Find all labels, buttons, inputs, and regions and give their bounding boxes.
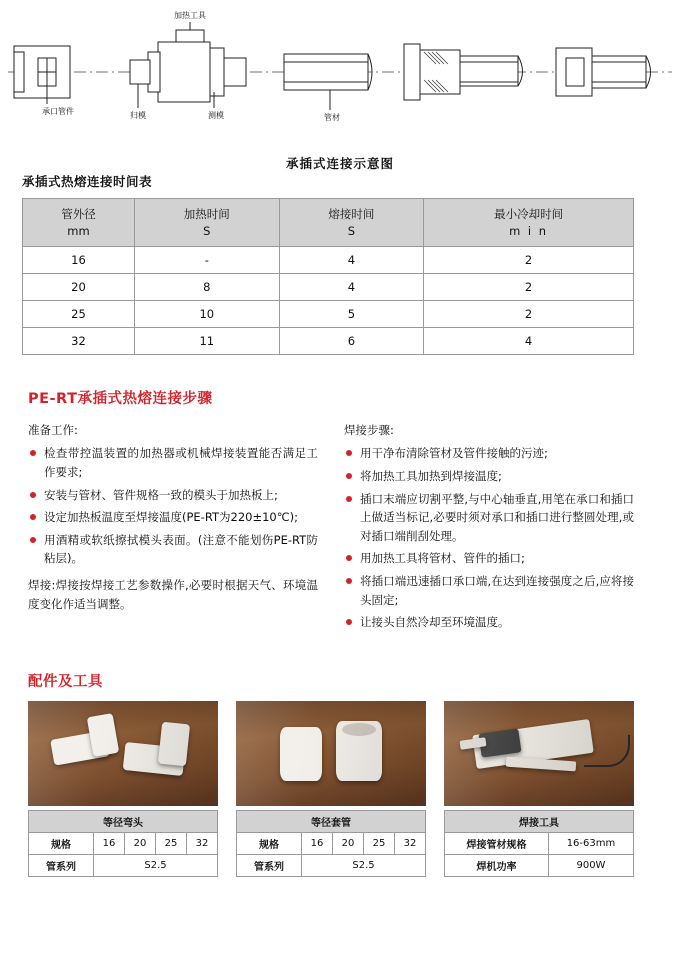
accessories-title: 配件及工具: [28, 673, 103, 690]
cell: 20: [124, 832, 155, 854]
cell: 32: [186, 832, 217, 854]
coupling-spec-table: [236, 810, 426, 877]
label-male-die: 测模: [208, 111, 224, 120]
cell-heating: 11: [134, 328, 279, 355]
table-header-row: [237, 810, 426, 832]
steps-title: PE-RT承插式热熔连接步骤: [28, 391, 213, 408]
cell-heating: 8: [134, 274, 279, 301]
welding-tool-photo: [444, 701, 634, 806]
accessory-card: [236, 701, 426, 877]
th-heating-time: [134, 199, 279, 247]
list-item: 设定加热板温度至焊接温度(PE-RT为220±10℃);: [28, 508, 318, 527]
row-label: 规格: [29, 832, 94, 854]
list-item: 用加热工具将管材、管件的插口;: [344, 549, 634, 568]
cell: 900W: [548, 854, 633, 876]
welding-note: [28, 576, 318, 613]
th-line2: mm: [67, 223, 90, 238]
accessories-row: [28, 701, 680, 877]
table-header-row: [445, 810, 634, 832]
list-item: 插口末端应切割平整,与中心轴垂直,用笔在承口和插口上做适当标记,必要时须对承口和插口进行整圆处理,或对插口端削刮处理。: [344, 490, 634, 546]
list-item: 安装与管材、管件规格一致的模头于加热板上;: [28, 486, 318, 505]
table-row: [23, 301, 634, 328]
welding-note-text: 焊接按焊接工艺参数操作,必要时根据天气、环境温度变化作适当调整。: [28, 578, 319, 611]
diagram-svg: [0, 0, 680, 150]
list-item: 让接头自然冷却至环境温度。: [344, 613, 634, 632]
label-female-die: 归模: [130, 111, 146, 120]
cell-welding: 6: [279, 328, 424, 355]
cell-welding: 4: [279, 247, 424, 274]
row-label: 规格: [237, 832, 302, 854]
cell: 25: [155, 832, 186, 854]
prep-heading: 准备工作:: [28, 423, 78, 438]
table-row: [23, 247, 634, 274]
photo-glare: [236, 701, 426, 806]
cell: 16-63mm: [548, 832, 633, 854]
weld-time-table: [22, 198, 634, 355]
cell: S2.5: [302, 854, 426, 876]
label-heater-tool: 加热工具: [174, 11, 206, 20]
cell-heating: -: [134, 247, 279, 274]
row-label: 管系列: [237, 854, 302, 876]
table-row: [29, 854, 218, 876]
list-item: 用酒精或软纸擦拭模头表面。(注意不能划伤PE-RT防粘层)。: [28, 531, 318, 568]
cell-cooling: 2: [424, 274, 634, 301]
steps-left-column: [28, 422, 318, 640]
th-line1: 熔接时间: [328, 207, 375, 221]
photo-glare: [28, 701, 218, 806]
list-item: 将加热工具加热到焊接温度;: [344, 467, 634, 486]
cell: 16: [94, 832, 125, 854]
card-title: 等径弯头: [29, 810, 218, 832]
equal-elbow-photo: [28, 701, 218, 806]
th-welding-time: [279, 199, 424, 247]
table-header-row: [29, 810, 218, 832]
welding-note-label: 焊接:: [28, 578, 56, 593]
list-item: 用干净布清除管材及管件接触的污迹;: [344, 444, 634, 463]
cell-welding: 4: [279, 274, 424, 301]
cell: 16: [302, 832, 333, 854]
steps-right-column: [344, 422, 634, 640]
table-row: [29, 832, 218, 854]
weld-steps-list: [344, 444, 634, 632]
th-line2: S: [203, 223, 211, 238]
label-pipe: 管材: [324, 113, 340, 122]
table-row: [237, 854, 426, 876]
socket-connection-diagram: [0, 0, 680, 171]
cell-heating: 10: [134, 301, 279, 328]
table-header-row: [23, 199, 634, 247]
th-line2: S: [347, 223, 356, 238]
table-row: [237, 832, 426, 854]
weld-steps-heading: 焊接步骤:: [344, 423, 394, 438]
cell: S2.5: [94, 854, 218, 876]
cell-diameter: 20: [23, 274, 135, 301]
card-title: 焊接工具: [445, 810, 634, 832]
row-label: 焊接管材规格: [445, 832, 549, 854]
accessory-card: [444, 701, 634, 877]
accessory-card: [28, 701, 218, 877]
cell-diameter: 25: [23, 301, 135, 328]
table-row: [445, 854, 634, 876]
label-socket-fitting: 承口管件: [42, 107, 74, 116]
row-label: 焊机功率: [445, 854, 549, 876]
cell-welding: 5: [279, 301, 424, 328]
list-item: 检查带控温装置的加热器或机械焊接装置能否满足工作要求;: [28, 444, 318, 481]
welding-tool-spec-table: [444, 810, 634, 877]
card-title: 等径套管: [237, 810, 426, 832]
th-min-cooling-time: [424, 199, 634, 247]
equal-coupling-photo: [236, 701, 426, 806]
th-line1: 管外径: [61, 207, 96, 221]
elbow-spec-table: [28, 810, 218, 877]
th-line2: m i n: [509, 223, 549, 238]
cell-cooling: 2: [424, 247, 634, 274]
cell-diameter: 16: [23, 247, 135, 274]
row-label: 管系列: [29, 854, 94, 876]
list-item: 将插口端迅速插口承口端,在达到连接强度之后,应将接头固定;: [344, 572, 634, 609]
cell: 20: [332, 832, 363, 854]
cell-diameter: 32: [23, 328, 135, 355]
th-outer-diameter: [23, 199, 135, 247]
cell: 32: [394, 832, 425, 854]
photo-glare: [444, 701, 634, 806]
th-line1: 加热时间: [183, 207, 230, 221]
prep-list: [28, 444, 318, 568]
time-table-title: 承插式热熔连接时间表: [22, 174, 153, 189]
table-row: [23, 274, 634, 301]
table-row: [445, 832, 634, 854]
cell-cooling: 2: [424, 301, 634, 328]
cell-cooling: 4: [424, 328, 634, 355]
cell: 25: [363, 832, 394, 854]
steps-columns: [28, 422, 658, 640]
diagram-caption: 承插式连接示意图: [285, 156, 394, 171]
th-line1: 最小冷却时间: [494, 207, 564, 221]
table-row: [23, 328, 634, 355]
